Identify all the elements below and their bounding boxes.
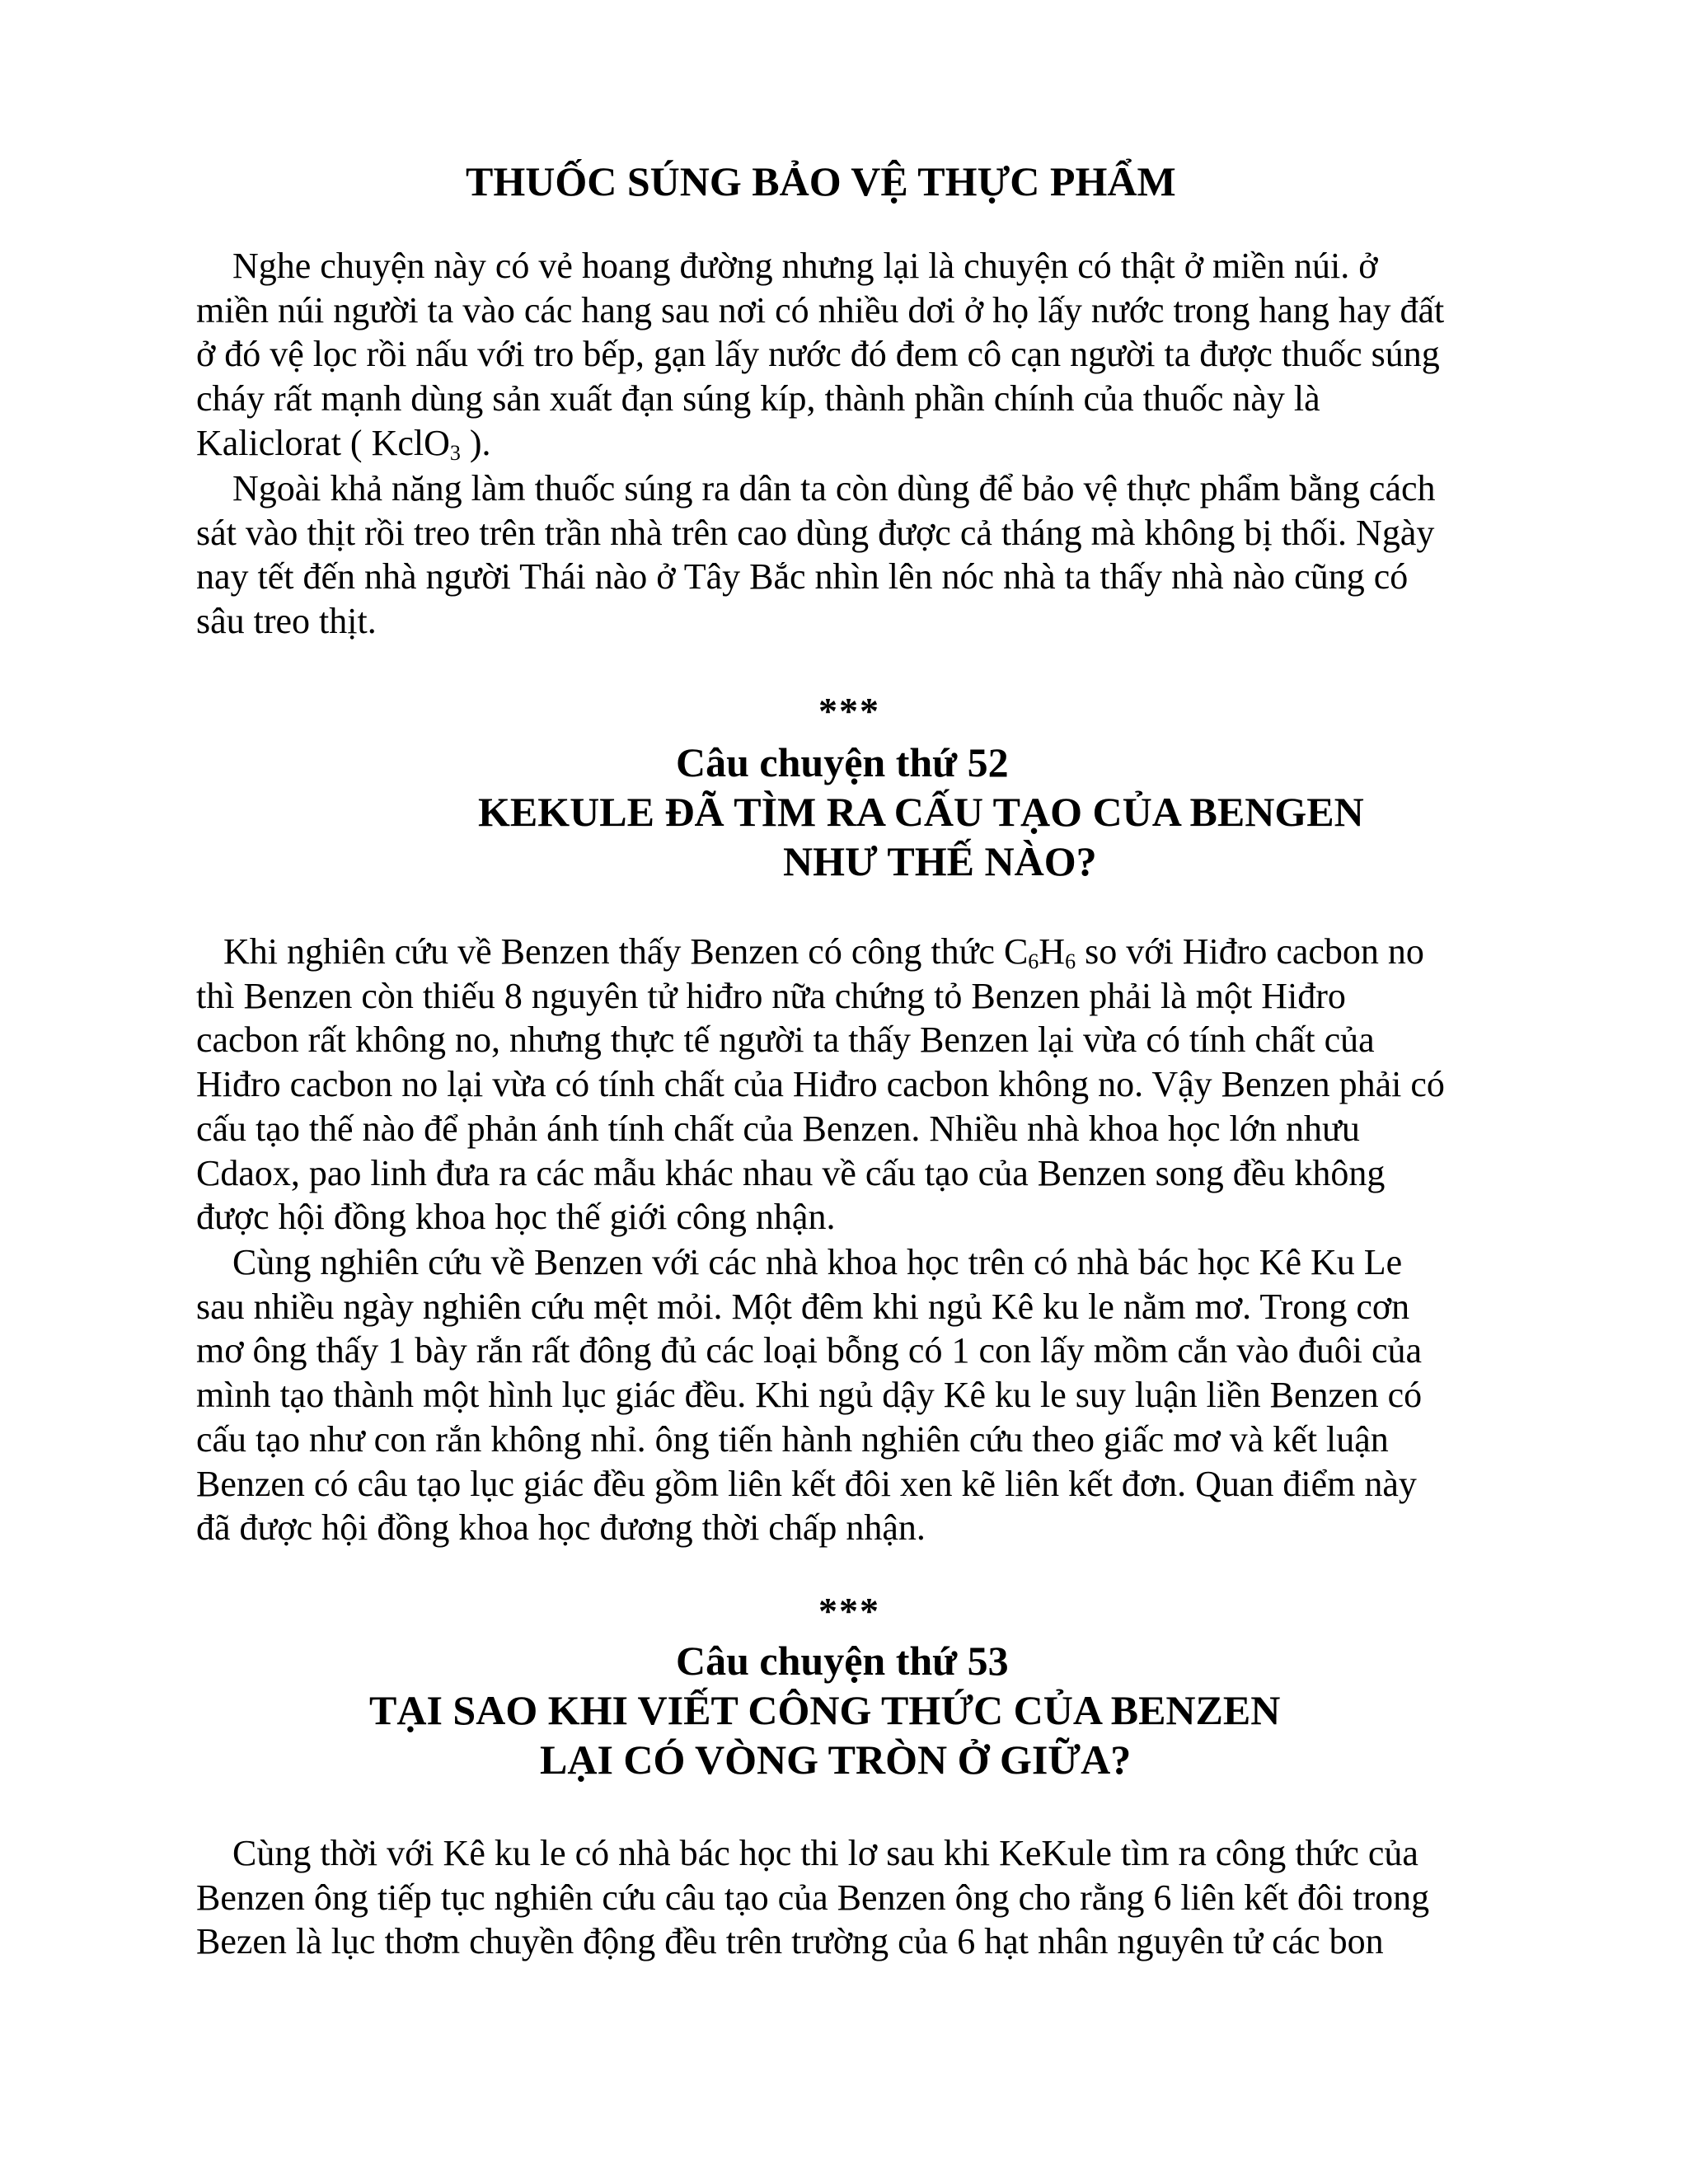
formula-subscript: 6 <box>1065 949 1076 973</box>
text-line: Bezen là lục thơm chuyền động đều trên trường của 6 hạt nhân nguyên tử các bon <box>196 1921 1384 1962</box>
text-line: cháy rất mạnh dùng sản xuất đạn súng kíp, thành phần chính của thuốc này là <box>196 378 1320 419</box>
text-line: cacbon rất không no, nhưng thực tế người ta thấy Benzen lại vừa có tính chất của <box>196 1019 1375 1061</box>
text-line: Cdaox, pao linh đưa ra các mẫu khác nhau về cấu tạo của Benzen song đều không <box>196 1152 1386 1193</box>
section-separator: *** <box>818 1590 880 1632</box>
story-label-52: Câu chuyện thứ 52 <box>676 739 1009 785</box>
story-label-53: Câu chuyện thứ 53 <box>676 1638 1009 1684</box>
formula-subscript: 3 <box>449 440 461 465</box>
text-line: ở đó vệ lọc rồi nấu với tro bếp, gạn lấy nước đó đem cô cạn người ta được thuốc súng <box>196 334 1440 375</box>
paragraph-food-preservation <box>196 466 1515 644</box>
text-line: Cùng thời với Kê ku le có nhà bác học thi lơ sau khi KeKule tìm ra công thức của <box>196 1833 1418 1873</box>
text-line: mình tạo thành một hình lục giác đều. Khi ngủ dậy Kê ku le suy luận liền Benzen có <box>196 1375 1423 1416</box>
section-separator: *** <box>818 690 880 732</box>
paragraph-benzen-formula <box>196 930 1515 1240</box>
section-title-benzen-ring-line1: TẠI SAO KHI VIẾT CÔNG THỨC CỦA BENZEN <box>369 1687 1281 1733</box>
text-line: miền núi người ta vào các hang sau nơi có nhiều dơi ở họ lấy nước trong hang hay đất <box>196 289 1445 330</box>
text-line: được hội đồng khoa học thế giới công nhận. <box>196 1197 836 1238</box>
section-title-benzen-ring-line2: LẠI CÓ VÒNG TRÒN Ở GIỮA? <box>540 1736 1132 1783</box>
formula-suffix: so với Hiđro cacbon no <box>1076 931 1424 972</box>
text-line-formula <box>196 930 1515 974</box>
text-line: thì Benzen còn thiếu 8 nguyên tử hiđro nữa chứng tỏ Benzen phải là một Hiđro <box>196 975 1346 1016</box>
text-line: sát vào thịt rồi treo trên trần nhà trên cao dùng được cả tháng mà không bị thối. Ngày <box>196 512 1435 553</box>
text-line: sau nhiều ngày nghiên cứu mệt mỏi. Một đêm khi ngủ Kê ku le nằm mơ. Trong cơn <box>196 1286 1410 1327</box>
text-line: cấu tạo như con rắn không nhỉ. ông tiến hành nghiên cứu theo giấc mơ và kết luận <box>196 1418 1389 1460</box>
section-title-gunpowder: THUỐC SÚNG BẢO VỆ THỰC PHẨM <box>466 158 1176 204</box>
text-line: Nghe chuyện này có vẻ hoang đường nhưng lại là chuyện có thật ở miền núi. ở <box>196 246 1378 286</box>
formula-prefix: Kaliclorat ( KclO <box>196 422 450 463</box>
paragraph-gunpowder-intro <box>196 244 1515 466</box>
text-line: đã được hội đồng khoa học đương thời chấp nhận. <box>196 1507 926 1549</box>
text-line: sâu treo thịt. <box>196 601 377 642</box>
text-line: Benzen có câu tạo lục giác đều gồm liên kết đôi xen kẽ liên kết đơn. Quan điểm này <box>196 1463 1417 1504</box>
text-line: Ngoài khả năng làm thuốc súng ra dân ta còn dùng để bảo vệ thực phẩm bằng cách <box>196 468 1436 509</box>
paragraph-benzen-ring <box>196 1831 1515 1964</box>
text-line: mơ ông thấy 1 bày rắn rất đông đủ các loại bỗng có 1 con lấy mồm cắn vào đuôi của <box>196 1330 1423 1371</box>
formula-prefix: Khi nghiên cứu về Benzen thấy Benzen có công thức C <box>196 931 1029 972</box>
formula-subscript: 6 <box>1028 949 1039 973</box>
text-line: cấu tạo thế nào để phản ánh tính chất của Benzen. Nhiều nhà khoa học lớn nhưu <box>196 1108 1360 1149</box>
text-line-formula <box>196 421 1515 466</box>
text-line: Cùng nghiên cứu về Benzen với các nhà khoa học trên có nhà bác học Kê Ku Le <box>196 1242 1403 1282</box>
paragraph-kekule-dream <box>196 1240 1515 1550</box>
text-line: Benzen ông tiếp tục nghiên cứu câu tạo của Benzen ông cho rằng 6 liên kết đôi trong <box>196 1877 1430 1918</box>
text-line: nay tết đến nhà người Thái nào ở Tây Bắc nhìn lên nóc nhà ta thấy nhà nào cũng có <box>196 556 1409 598</box>
section-title-kekule-line1: KEKULE ĐÃ TÌM RA CẤU TẠO CỦA BENGEN <box>478 789 1364 835</box>
formula-suffix: ). <box>460 422 491 463</box>
formula-mid: H <box>1039 931 1066 972</box>
section-title-kekule-line2: NHƯ THẾ NÀO? <box>783 838 1097 884</box>
text-line: Hiđro cacbon no lại vừa có tính chất của Hiđro cacbon không no. Vậy Benzen phải có <box>196 1064 1445 1105</box>
